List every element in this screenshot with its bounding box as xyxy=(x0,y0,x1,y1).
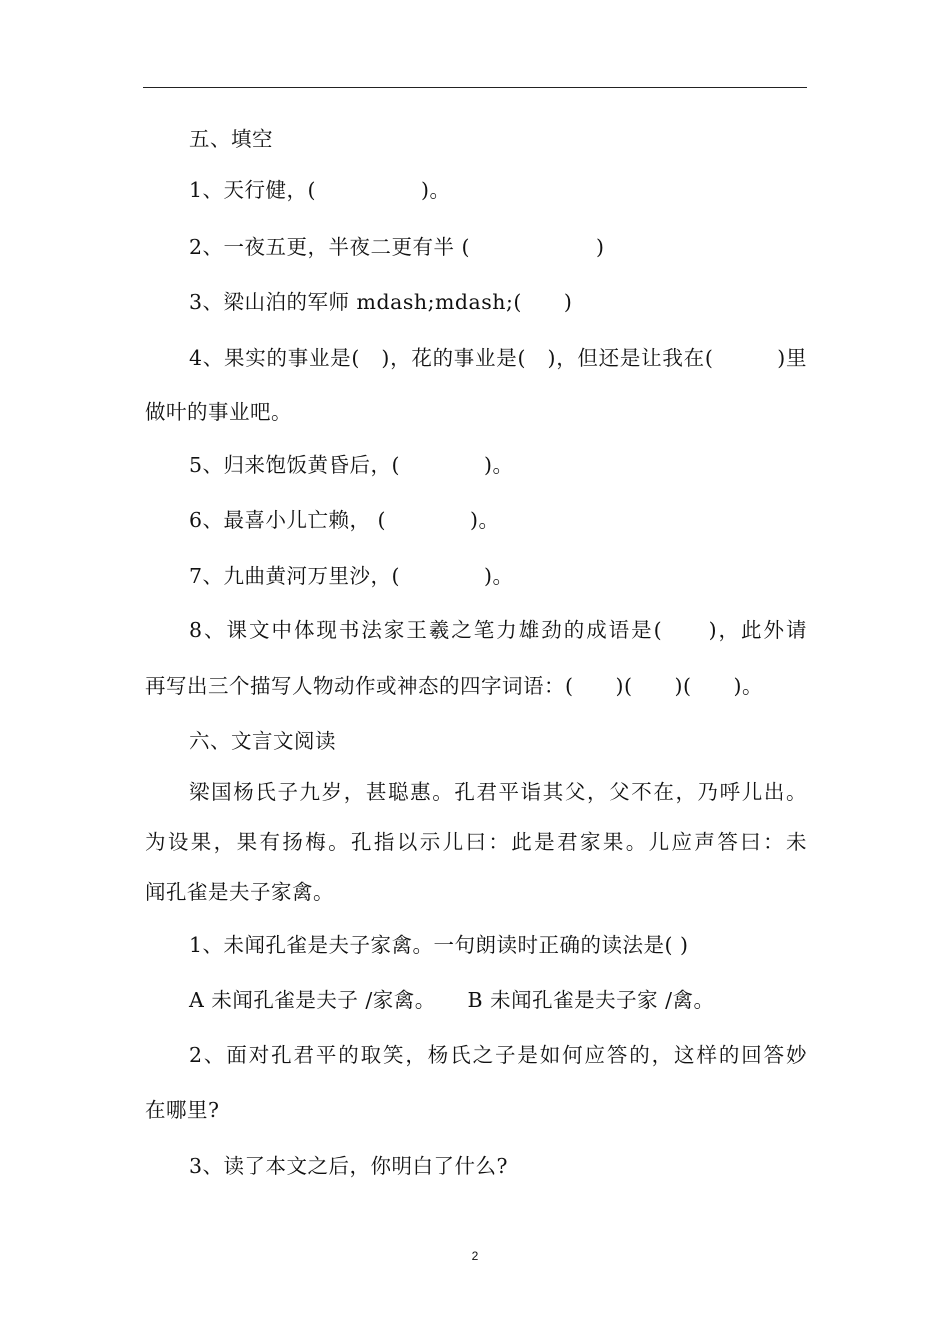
passage-line-2: 为设果，果有扬梅。孔指以示儿曰：此是君家果。儿应声答曰：未 xyxy=(145,830,807,854)
reading-question-3: 3、读了本文之后，你明白了什么? xyxy=(189,1154,509,1178)
question-1: 1、天行健，( )。 xyxy=(189,178,451,202)
passage-line-1: 梁国杨氏子九岁，甚聪惠。孔君平诣其父，父不在，乃呼儿出。 xyxy=(189,780,807,804)
passage-line-3: 闻孔雀是夫子家禽。 xyxy=(145,880,334,904)
section-heading-classical-reading: 六、文言文阅读 xyxy=(189,729,336,753)
reading-question-2-line-2: 在哪里? xyxy=(145,1098,220,1122)
reading-question-2-line-1: 2、面对孔君平的取笑，杨氏之子是如何应答的，这样的回答妙 xyxy=(189,1043,807,1067)
question-3: 3、梁山泊的军师 mdash;mdash;( ) xyxy=(189,290,573,314)
question-8-line-1: 8、课文中体现书法家王羲之笔力雄劲的成语是( )，此外请 xyxy=(189,618,807,642)
question-6: 6、最喜小儿亡赖， ( )。 xyxy=(189,508,500,532)
question-2: 2、一夜五更，半夜二更有半 ( ) xyxy=(189,235,605,259)
question-8-line-2: 再写出三个描写人物动作或神态的四字词语：( )( )( )。 xyxy=(145,674,763,698)
reading-question-1: 1、未闻孔雀是夫子家禽。一句朗读时正确的读法是( ) xyxy=(189,933,689,957)
question-4-line-1: 4、果实的事业是( )，花的事业是( )，但还是让我在( )里 xyxy=(189,346,807,370)
page-number: 2 xyxy=(471,1249,479,1263)
reading-question-1-options: A 未闻孔雀是夫子 /家禽。 B 未闻孔雀是夫子家 /禽。 xyxy=(189,988,715,1012)
question-4-line-2: 做叶的事业吧。 xyxy=(145,400,292,424)
question-7: 7、九曲黄河万里沙，( )。 xyxy=(189,564,514,588)
section-heading-fill-blank: 五、填空 xyxy=(189,127,273,151)
header-rule xyxy=(143,87,807,88)
question-5: 5、归来饱饭黄昏后，( )。 xyxy=(189,453,514,477)
